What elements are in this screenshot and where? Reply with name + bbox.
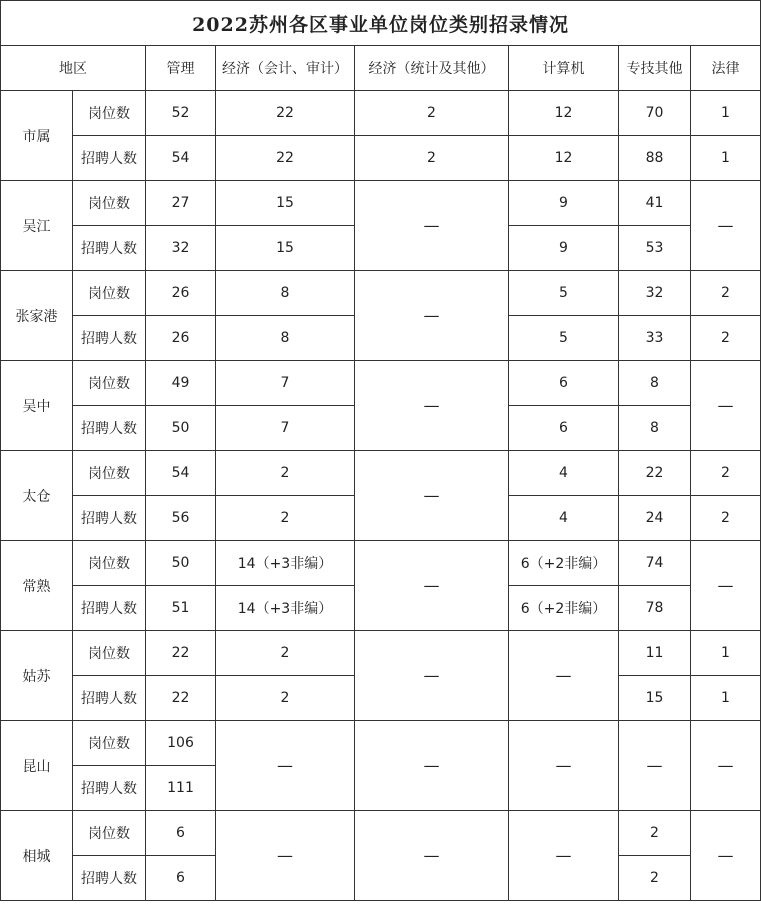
cell-econ-acct: 15	[216, 226, 355, 271]
cell-management: 56	[146, 496, 216, 541]
cell-computer: 5	[509, 316, 619, 361]
cell-econ-acct: 14（+3非编）	[216, 586, 355, 631]
cell-tech-other: 24	[619, 496, 691, 541]
header-econ-stat: 经济（统计及其他）	[355, 46, 509, 91]
cell-econ-stat-dash: —	[355, 631, 509, 721]
cell-econ-acct: 8	[216, 271, 355, 316]
cell-computer: 6	[509, 406, 619, 451]
header-region: 地区	[1, 46, 146, 91]
cell-econ-acct-dash: —	[216, 721, 355, 811]
cell-econ-stat-dash: —	[355, 721, 509, 811]
cell-computer-dash: —	[509, 811, 619, 901]
cell-tech-other: 78	[619, 586, 691, 631]
table-row	[1, 91, 761, 136]
row-type-recruits: 招聘人数	[73, 676, 146, 721]
cell-econ-stat: 2	[355, 136, 509, 181]
row-type-positions: 岗位数	[73, 361, 146, 406]
cell-tech-other: 22	[619, 451, 691, 496]
cell-econ-acct-dash: —	[216, 811, 355, 901]
header-econ-acct: 经济（会计、审计）	[216, 46, 355, 91]
row-type-recruits: 招聘人数	[73, 766, 146, 811]
cell-econ-stat: 2	[355, 91, 509, 136]
cell-computer: 12	[509, 91, 619, 136]
cell-management: 22	[146, 676, 216, 721]
table-row	[1, 271, 761, 316]
table-row	[1, 541, 761, 586]
row-type-recruits: 招聘人数	[73, 406, 146, 451]
cell-tech-other: 15	[619, 676, 691, 721]
cell-econ-acct: 2	[216, 631, 355, 676]
cell-management: 32	[146, 226, 216, 271]
cell-tech-other: 88	[619, 136, 691, 181]
row-type-positions: 岗位数	[73, 451, 146, 496]
row-type-positions: 岗位数	[73, 541, 146, 586]
cell-econ-acct: 7	[216, 361, 355, 406]
cell-law-dash: —	[691, 811, 761, 901]
cell-management: 49	[146, 361, 216, 406]
row-type-recruits: 招聘人数	[73, 856, 146, 901]
cell-law-dash: —	[691, 361, 761, 451]
cell-law: 2	[691, 451, 761, 496]
row-type-positions: 岗位数	[73, 271, 146, 316]
cell-management: 26	[146, 271, 216, 316]
cell-computer: 6（+2非编）	[509, 586, 619, 631]
region-name: 相城	[1, 811, 73, 901]
region-name: 昆山	[1, 721, 73, 811]
table-row	[1, 361, 761, 406]
cell-econ-stat-dash: —	[355, 181, 509, 271]
cell-econ-stat-dash: —	[355, 541, 509, 631]
cell-tech-other: 53	[619, 226, 691, 271]
row-type-positions: 岗位数	[73, 181, 146, 226]
region-name: 张家港	[1, 271, 73, 361]
row-type-positions: 岗位数	[73, 811, 146, 856]
cell-econ-acct: 22	[216, 91, 355, 136]
row-type-positions: 岗位数	[73, 91, 146, 136]
cell-management: 6	[146, 856, 216, 901]
header-management: 管理	[146, 46, 216, 91]
cell-law: 1	[691, 676, 761, 721]
cell-management: 52	[146, 91, 216, 136]
cell-econ-acct: 2	[216, 676, 355, 721]
cell-computer: 9	[509, 226, 619, 271]
cell-law: 1	[691, 631, 761, 676]
cell-management: 54	[146, 136, 216, 181]
table-row	[1, 811, 761, 856]
cell-management: 50	[146, 406, 216, 451]
cell-tech-other: 2	[619, 811, 691, 856]
table-row	[1, 721, 761, 766]
table-row	[1, 451, 761, 496]
row-type-recruits: 招聘人数	[73, 586, 146, 631]
cell-computer: 4	[509, 451, 619, 496]
cell-tech-other-dash: —	[619, 721, 691, 811]
region-name: 太仓	[1, 451, 73, 541]
region-name: 吴江	[1, 181, 73, 271]
cell-econ-stat-dash: —	[355, 811, 509, 901]
table-title: 2022苏州各区事业单位岗位类别招录情况	[1, 1, 761, 46]
cell-tech-other: 8	[619, 406, 691, 451]
cell-econ-acct: 14（+3非编）	[216, 541, 355, 586]
cell-law: 1	[691, 91, 761, 136]
header-computer: 计算机	[509, 46, 619, 91]
row-type-recruits: 招聘人数	[73, 136, 146, 181]
cell-management: 111	[146, 766, 216, 811]
table-row	[1, 136, 761, 181]
cell-computer: 12	[509, 136, 619, 181]
cell-law: 2	[691, 316, 761, 361]
cell-tech-other: 8	[619, 361, 691, 406]
cell-tech-other: 70	[619, 91, 691, 136]
cell-management: 27	[146, 181, 216, 226]
cell-computer: 6（+2非编）	[509, 541, 619, 586]
cell-econ-stat-dash: —	[355, 271, 509, 361]
cell-econ-acct: 22	[216, 136, 355, 181]
region-name: 市属	[1, 91, 73, 181]
row-type-recruits: 招聘人数	[73, 496, 146, 541]
cell-tech-other: 41	[619, 181, 691, 226]
cell-computer-dash: —	[509, 721, 619, 811]
region-name: 常熟	[1, 541, 73, 631]
cell-econ-stat-dash: —	[355, 361, 509, 451]
row-type-positions: 岗位数	[73, 721, 146, 766]
cell-econ-acct: 2	[216, 451, 355, 496]
cell-management: 54	[146, 451, 216, 496]
cell-computer: 6	[509, 361, 619, 406]
cell-management: 6	[146, 811, 216, 856]
cell-computer: 9	[509, 181, 619, 226]
cell-computer-dash: —	[509, 631, 619, 721]
cell-econ-acct: 7	[216, 406, 355, 451]
cell-tech-other: 74	[619, 541, 691, 586]
table-row	[1, 181, 761, 226]
cell-computer: 4	[509, 496, 619, 541]
row-type-recruits: 招聘人数	[73, 226, 146, 271]
region-name: 姑苏	[1, 631, 73, 721]
cell-tech-other: 32	[619, 271, 691, 316]
cell-econ-acct: 2	[216, 496, 355, 541]
header-row	[1, 46, 761, 91]
cell-econ-stat-dash: —	[355, 451, 509, 541]
cell-tech-other: 33	[619, 316, 691, 361]
cell-law-dash: —	[691, 721, 761, 811]
table-row	[1, 631, 761, 676]
region-name: 吴中	[1, 361, 73, 451]
cell-law: 2	[691, 271, 761, 316]
cell-computer: 5	[509, 271, 619, 316]
cell-management: 26	[146, 316, 216, 361]
cell-management: 51	[146, 586, 216, 631]
cell-law: 2	[691, 496, 761, 541]
cell-law-dash: —	[691, 541, 761, 631]
cell-law-dash: —	[691, 181, 761, 271]
cell-management: 50	[146, 541, 216, 586]
cell-tech-other: 2	[619, 856, 691, 901]
header-law: 法律	[691, 46, 761, 91]
cell-management: 22	[146, 631, 216, 676]
row-type-positions: 岗位数	[73, 631, 146, 676]
row-type-recruits: 招聘人数	[73, 316, 146, 361]
cell-econ-acct: 8	[216, 316, 355, 361]
cell-law: 1	[691, 136, 761, 181]
cell-tech-other: 11	[619, 631, 691, 676]
cell-econ-acct: 15	[216, 181, 355, 226]
cell-management: 106	[146, 721, 216, 766]
header-tech-other: 专技其他	[619, 46, 691, 91]
